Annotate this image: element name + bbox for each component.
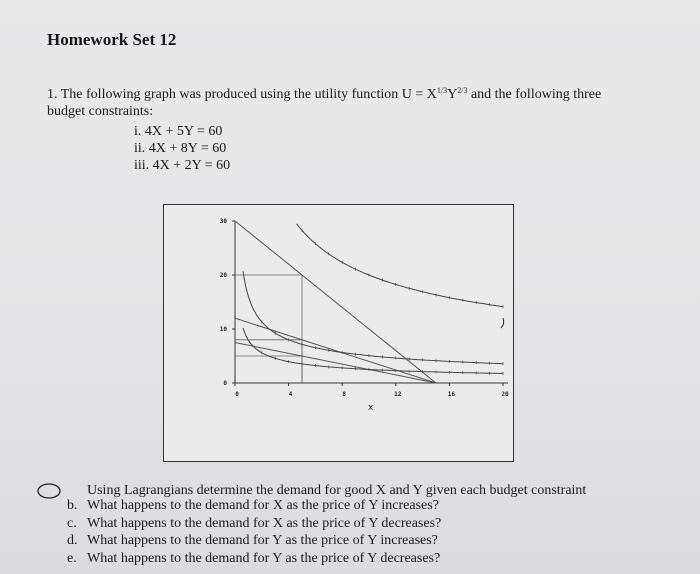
question-a-text: Using Lagrangians determine the demand for good X and Y given each budget constraint [87, 483, 587, 498]
budget-constraint-i: i. 4X + 5Y = 60 [134, 124, 223, 139]
x-tick-label-0: 0 [235, 391, 239, 398]
x-tick-label-12: 12 [394, 391, 402, 398]
question-d-letter: d. [67, 533, 78, 548]
graph-frame [164, 205, 514, 462]
budget-constraint-ii: ii. 4X + 8Y = 60 [134, 141, 227, 156]
page-title: Homework Set 12 [47, 30, 177, 49]
question-b-letter: b. [67, 498, 78, 513]
y-tick-label-0: 0 [223, 380, 227, 387]
y-tick-label-20: 20 [219, 272, 227, 279]
q1-exp-x: 1/3 [436, 86, 448, 95]
question-1-intro-line2: budget constraints: [47, 104, 154, 119]
x-tick-label-4: 4 [288, 391, 293, 398]
question-e [67, 551, 440, 567]
question-d [67, 533, 438, 549]
question-e-letter: e. [67, 551, 77, 566]
q1-suffix: and the following three [467, 87, 602, 102]
y-tick-label-30: 30 [219, 218, 227, 225]
question-b-text: What happens to the demand for X as the price of Y increases? [87, 498, 439, 513]
question-a [67, 483, 586, 499]
question-c-text: What happens to the demand for X as the price of Y decreases? [87, 516, 442, 531]
q1-mid: Y [447, 87, 458, 102]
question-1-intro [47, 86, 601, 104]
x-tick-label-20: 20 [501, 391, 509, 398]
question-c-letter: c. [67, 516, 77, 531]
y-tick-label-10: 10 [219, 326, 227, 333]
question-d-text: What happens to the demand for Y as the price of Y increases? [87, 533, 438, 548]
question-c [67, 516, 441, 532]
x-axis-label: x [368, 403, 374, 413]
q1-prefix: 1. The following graph was produced using the utility function U = X [47, 87, 437, 102]
handwritten-circle [35, 481, 63, 501]
utility-graph [163, 204, 514, 462]
question-e-text: What happens to the demand for Y as the price of Y decreases? [87, 551, 441, 566]
q1-exp-y: 2/3 [457, 86, 468, 95]
budget-constraint-iii: iii. 4X + 2Y = 60 [134, 158, 231, 173]
x-tick-label-8: 8 [342, 391, 347, 398]
question-b [67, 498, 439, 514]
x-tick-label-16: 16 [447, 391, 456, 398]
